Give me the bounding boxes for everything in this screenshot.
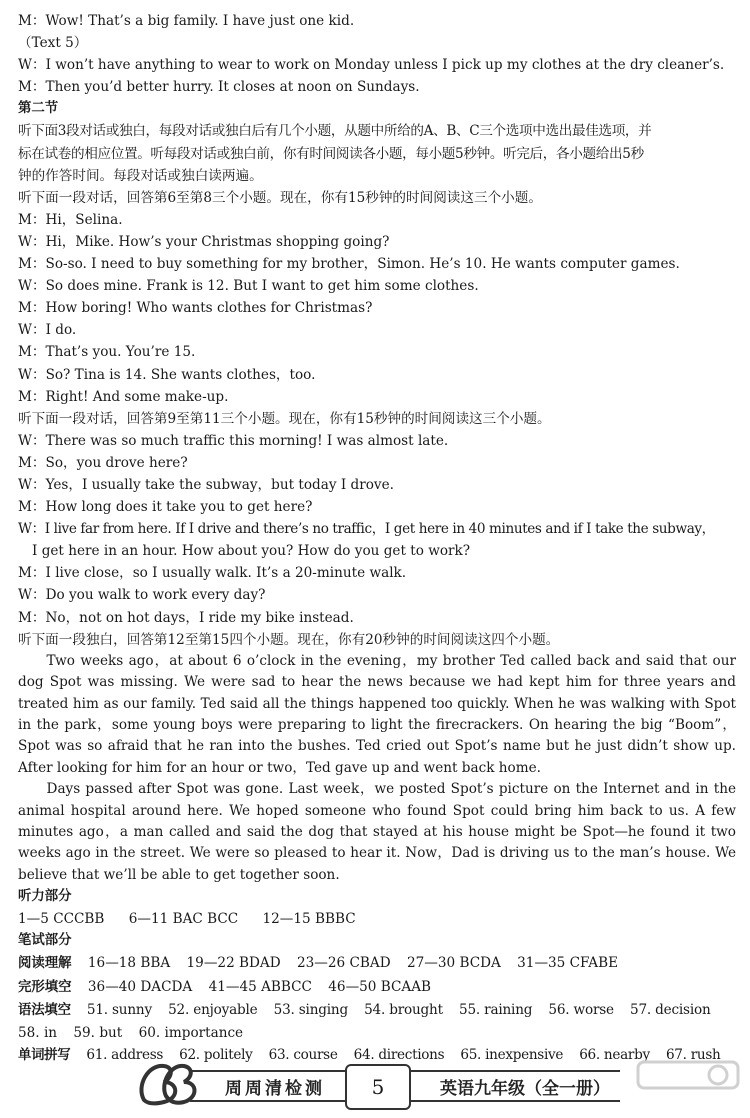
answer-item: 59. but — [73, 1024, 123, 1041]
text-line: M：Then you’d better hurry. It closes at noon on Sundays. — [18, 79, 420, 96]
answer-group: 46—50 BCAAB — [328, 978, 432, 995]
watermark-icon — [636, 1060, 740, 1112]
answer-item: 57. decision — [630, 1001, 711, 1018]
grammar-answers — [18, 999, 736, 1022]
passage-paragraph: Days passed after Spot was gone. Last week，we posted Spot’s picture on the Internet and in the animal hospital around here. We hoped someone who found Spot could bring him back to us. A few minutes ago，a man called and said the dog that stayed at his house might be Spot—he found it two weeks ago in the street. We were so pleased to hear it. Now，Dad is driving us to the man’s house. We believe that we’ll be able to get together soon. — [18, 781, 736, 883]
answer-group: 6—11 BAC BCC — [128, 911, 239, 928]
dialog-line: W：I live far from here. If I drive and there’s no traffic，I get here in 40 minutes and if I take the subway， — [18, 521, 715, 538]
dialog-line: M：No，not on hot days，I ride my bike instead. — [18, 609, 354, 626]
answer-item: 61. address — [86, 1046, 164, 1063]
dialog-line: M：Right! And some make-up. — [18, 388, 229, 405]
answer-item: 62. politely — [179, 1046, 253, 1063]
answer-item: 66. nearby — [579, 1046, 650, 1063]
dialog-line: M：So-so. I need to buy something for my brother，Simon. He’s 10. He wants computer games. — [18, 256, 680, 273]
answer-item: 51. sunny — [86, 1001, 152, 1018]
passage-paragraph: Two weeks ago，at about 6 o’clock in the evening，my brother Ted called back and said that our dog Spot was missing. We were sad to hear the news because we had kept him for three years and treated him as our family. Ted said all the things happened too quickly. When he was walking with Spot in the park，some young boys were preparing to light the firecrackers. On hearing the big “Boom”，Spot was so afraid that he ran into the bushes. Ted cried out Spot’s name but he just didn’t show up. After looking for him for an hour or two，Ted gave up and went back home. — [18, 652, 736, 776]
answer-item: 58. in — [18, 1024, 58, 1041]
instruction-line: 听下面3段对话或独白，每段对话或独白后有几个小题，从题中所给的A、B、C三个选项中选出最佳选项，并 — [18, 123, 652, 140]
dialog-line: W：Yes，I usually take the subway，but today I drove. — [18, 476, 394, 493]
answer-group: 16—18 BBA — [87, 955, 171, 972]
dialog-line: 听下面一段独白，回答第12至第15四个小题。现在，你有20秒钟的时间阅读这四个小题。 — [18, 631, 560, 648]
dialog-line: W：Hi，Mike. How’s your Christmas shopping going? — [18, 233, 390, 250]
instruction-line: 钟的作答时间。每段对话或独白读两遍。 — [18, 167, 263, 184]
listening-heading: 听力部分 — [18, 889, 72, 905]
dialog-line: M：Hi，Selina. — [18, 211, 123, 228]
dialog-line: 听下面一段对话，回答第6至第8三个小题。现在，你有15秒钟的时间阅读这三个小题。 — [18, 189, 542, 206]
dialog-line-continued: I get here in an hour. How about you? How do you get to work? — [32, 543, 471, 560]
section-heading: 第二节 — [18, 101, 59, 117]
answer-item: 54. brought — [364, 1001, 443, 1018]
reading-answers — [18, 952, 736, 975]
answer-item: 63. course — [268, 1046, 338, 1063]
answer-item: 64. directions — [353, 1046, 445, 1063]
dialog-line: M：So，you drove here? — [18, 454, 188, 471]
answer-item: 52. enjoyable — [168, 1001, 258, 1018]
answer-group: 23—26 CBAD — [296, 955, 391, 972]
dialog-line: 听下面一段对话，回答第9至第11三个小题。现在，你有15秒钟的时间阅读这三个小题。 — [18, 410, 551, 427]
instruction-line: 标在试卷的相应位置。听每段对话或独白前，你有时间阅读各小题，每小题5秒钟。听完后，各小题给出5秒 — [18, 145, 644, 162]
answer-item: 65. inexpensive — [460, 1046, 564, 1063]
answer-group: 1—5 CCCBB — [18, 911, 105, 928]
answer-group: 12—15 BBBC — [262, 911, 356, 928]
written-heading: 笔试部分 — [18, 933, 72, 949]
answer-item: 67. rush — [665, 1046, 721, 1063]
dialog-line: W：There was so much traffic this morning! I was almost late. — [18, 432, 449, 449]
text-line: W：I won’t have anything to wear to work on Monday unless I pick up my clothes at the dry cleaner’s. — [18, 57, 725, 74]
page-content — [18, 10, 736, 1067]
answer-group: 36—40 DACDA — [87, 978, 193, 995]
footer-left-title: 周周清检测 — [225, 1079, 325, 1099]
answer-item: 53. singing — [273, 1001, 348, 1018]
answer-group: 27—30 BCDA — [406, 955, 501, 972]
answer-group: 41—45 ABBCC — [208, 978, 312, 995]
answer-item: 60. importance — [138, 1024, 244, 1041]
text-line: （Text 5） — [18, 35, 88, 52]
answer-item: 55. raining — [459, 1001, 533, 1018]
dialog-line: M：I live close，so I usually walk. It’s a 20-minute walk. — [18, 565, 407, 582]
dialog-line: W：So? Tina is 14. She wants clothes，too. — [18, 366, 316, 383]
dialog-line: M：How long does it take you to get here? — [18, 499, 313, 516]
dialog-line: M：That’s you. You’re 15. — [18, 344, 196, 361]
dialog-line: W：I do. — [18, 322, 77, 339]
page-number: 5 — [345, 1064, 411, 1110]
answer-item: 56. worse — [548, 1001, 614, 1018]
answer-group: 19—22 BDAD — [186, 955, 281, 972]
dialog-line: W：Do you walk to work every day? — [18, 587, 266, 604]
answer-group: 31—35 CFABE — [517, 955, 619, 972]
dialog-line: W：So does mine. Frank is 12. But I want to get him some clothes. — [18, 278, 479, 295]
answer-label: 语法填空 — [18, 1002, 71, 1018]
cloze-answers — [18, 976, 736, 999]
text-line: M：Wow! That’s a big family. I have just one kid. — [18, 13, 355, 29]
answer-label: 单词拼写 — [18, 1047, 71, 1063]
answer-label: 阅读理解 — [18, 956, 72, 972]
dialog-line: M：How boring! Who wants clothes for Christmas? — [18, 300, 373, 317]
answer-label: 完形填空 — [18, 979, 72, 995]
footer-right-title: 英语九年级（全一册） — [440, 1079, 610, 1099]
listening-answers — [18, 908, 736, 930]
grammar-answers-continued — [18, 1022, 736, 1044]
